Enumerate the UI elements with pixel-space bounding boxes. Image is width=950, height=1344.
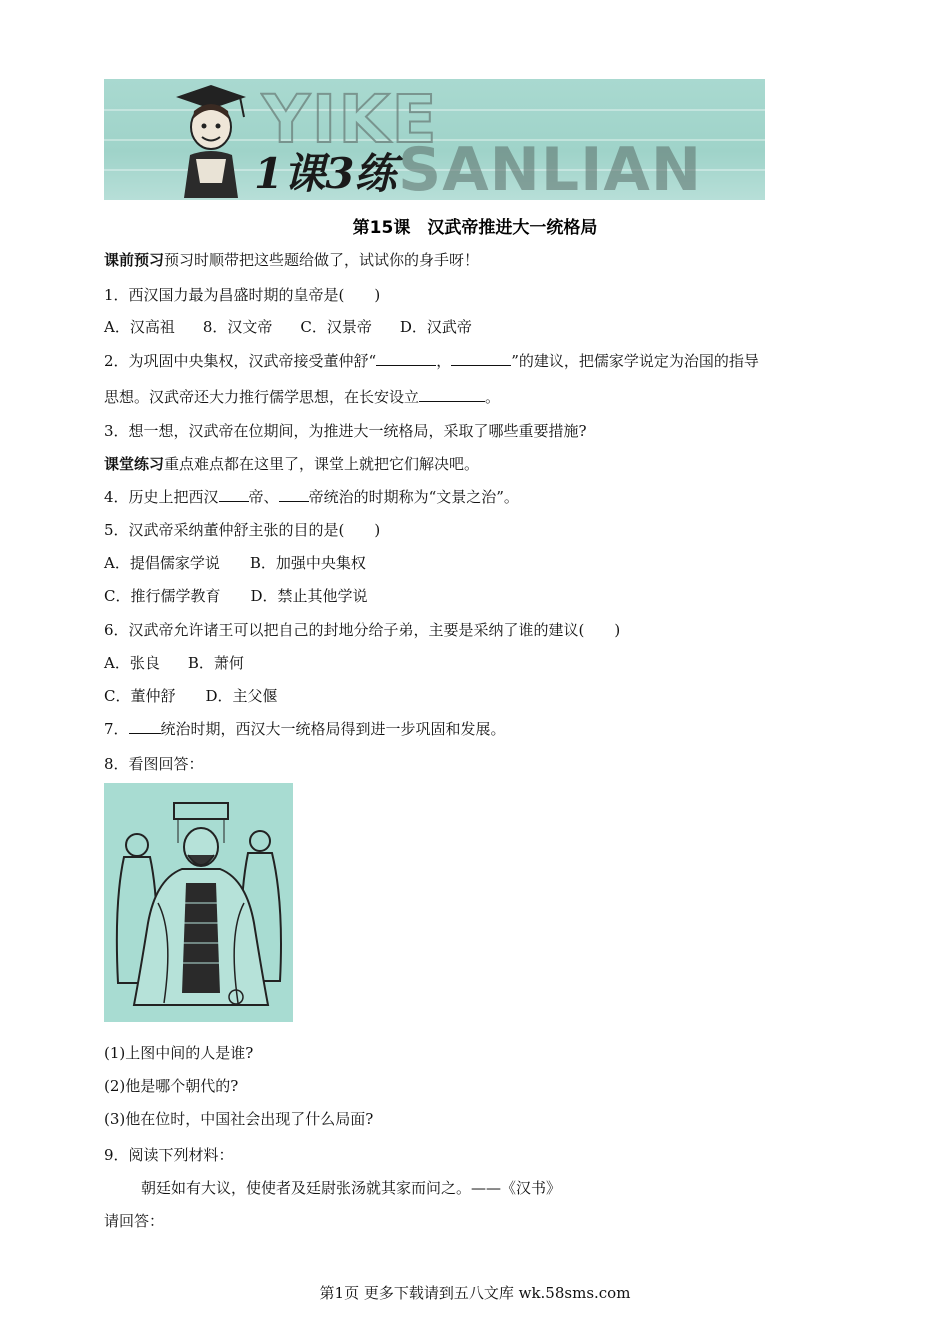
question-5-options-row-1	[104, 553, 366, 573]
option-a: A．张良	[104, 654, 160, 672]
fill-blank[interactable]	[451, 351, 511, 366]
option-c: C．推行儒学教育	[104, 587, 221, 605]
preview-text: 预习时顺带把这些题给做了，试试你的身手呀！	[164, 251, 480, 269]
question-2-text-1: 2．为巩固中央集权，汉武帝接受董仲舒“	[104, 352, 377, 370]
banner-sanlian-text: SANLIAN	[398, 135, 703, 200]
fill-blank[interactable]	[279, 487, 309, 502]
page-footer: 第1页 更多下载请到五八文库 wk.58sms.com	[319, 1284, 631, 1302]
section-heading-practice: 课堂练习	[104, 455, 165, 473]
question-6-options-row-1	[104, 653, 244, 673]
question-2-text-5: 。	[485, 388, 501, 406]
header-banner	[104, 79, 765, 200]
question-2-line-1	[104, 351, 759, 371]
question-9-ask: 请回答：	[104, 1212, 165, 1230]
option-c: C．董仲舒	[104, 687, 176, 705]
option-d: D．汉武帝	[399, 318, 472, 336]
section-heading-preview: 课前预习	[104, 251, 165, 269]
fill-blank[interactable]	[219, 487, 249, 502]
question-3: 3．想一想，汉武帝在位期间，为推进大一统格局，采取了哪些重要措施?	[104, 422, 587, 440]
question-8-sub-3: (3)他在位时，中国社会出现了什么局面?	[104, 1110, 374, 1128]
question-2-text-2: ，	[436, 352, 452, 370]
question-2-line-2	[104, 387, 500, 407]
question-1-stem: 1．西汉国力最为昌盛时期的皇帝是( )	[104, 286, 381, 304]
question-8-sub-2: (2)他是哪个朝代的?	[104, 1077, 239, 1095]
option-b: B．加强中央集权	[249, 554, 366, 572]
option-d: D．禁止其他学说	[250, 587, 368, 605]
question-4-text-3: 帝统治的时期称为“文景之治”。	[308, 488, 519, 506]
lesson-title: 第15课 汉武帝推进大一统格局	[352, 218, 598, 238]
question-8-stem: 8．看图回答：	[104, 755, 204, 773]
fill-blank[interactable]	[129, 719, 161, 734]
question-9-stem: 9．阅读下列材料：	[104, 1146, 234, 1164]
question-6-options-row-2	[104, 686, 278, 706]
practice-text: 重点难点都在这里了，课堂上就把它们解决吧。	[164, 455, 480, 473]
question-2-text-3: ”的建议，把儒家学说定为治国的指导	[511, 352, 759, 370]
question-7-text-1: 7．	[104, 720, 129, 738]
fill-blank[interactable]	[419, 387, 485, 402]
banner-brand-logo: 1课3练	[254, 149, 397, 198]
preview-intro	[104, 250, 479, 270]
question-4-text-2: 帝、	[248, 488, 279, 506]
question-7-text-2: 统治时期，西汉大一统格局得到进一步巩固和发展。	[160, 720, 506, 738]
emperor-figure-icon	[104, 783, 293, 1022]
question-5-stem: 5．汉武帝采纳董仲舒主张的目的是( )	[104, 521, 381, 539]
graduate-mascot-icon	[166, 83, 256, 198]
question-8-sub-1: (1)上图中间的人是谁?	[104, 1044, 254, 1062]
option-a: A．汉高祖	[104, 318, 175, 336]
banner-yike-text: YIKE	[262, 81, 439, 158]
question-9-quote: 朝廷如有大议，使使者及廷尉张汤就其家而问之。——《汉书》	[141, 1179, 562, 1197]
question-1-options	[104, 317, 472, 337]
option-b: 8．汉文帝	[202, 318, 273, 336]
question-7	[104, 719, 506, 739]
option-d: D．主父偃	[205, 687, 278, 705]
practice-intro	[104, 454, 479, 474]
fill-blank[interactable]	[376, 351, 436, 366]
question-4-text-1: 4．历史上把西汉	[104, 488, 219, 506]
option-a: A．提倡儒家学说	[104, 554, 220, 572]
option-b: B．萧何	[187, 654, 244, 672]
question-5-options-row-2	[104, 586, 368, 606]
question-2-text-4: 思想。汉武帝还大力推行儒学思想，在长安设立	[104, 388, 420, 406]
option-c: C．汉景帝	[300, 318, 372, 336]
emperor-illustration	[104, 783, 293, 1022]
question-6-stem: 6．汉武帝允许诸王可以把自己的封地分给子弟，主要是采纳了谁的建议( )	[104, 621, 621, 639]
question-4	[104, 487, 519, 507]
